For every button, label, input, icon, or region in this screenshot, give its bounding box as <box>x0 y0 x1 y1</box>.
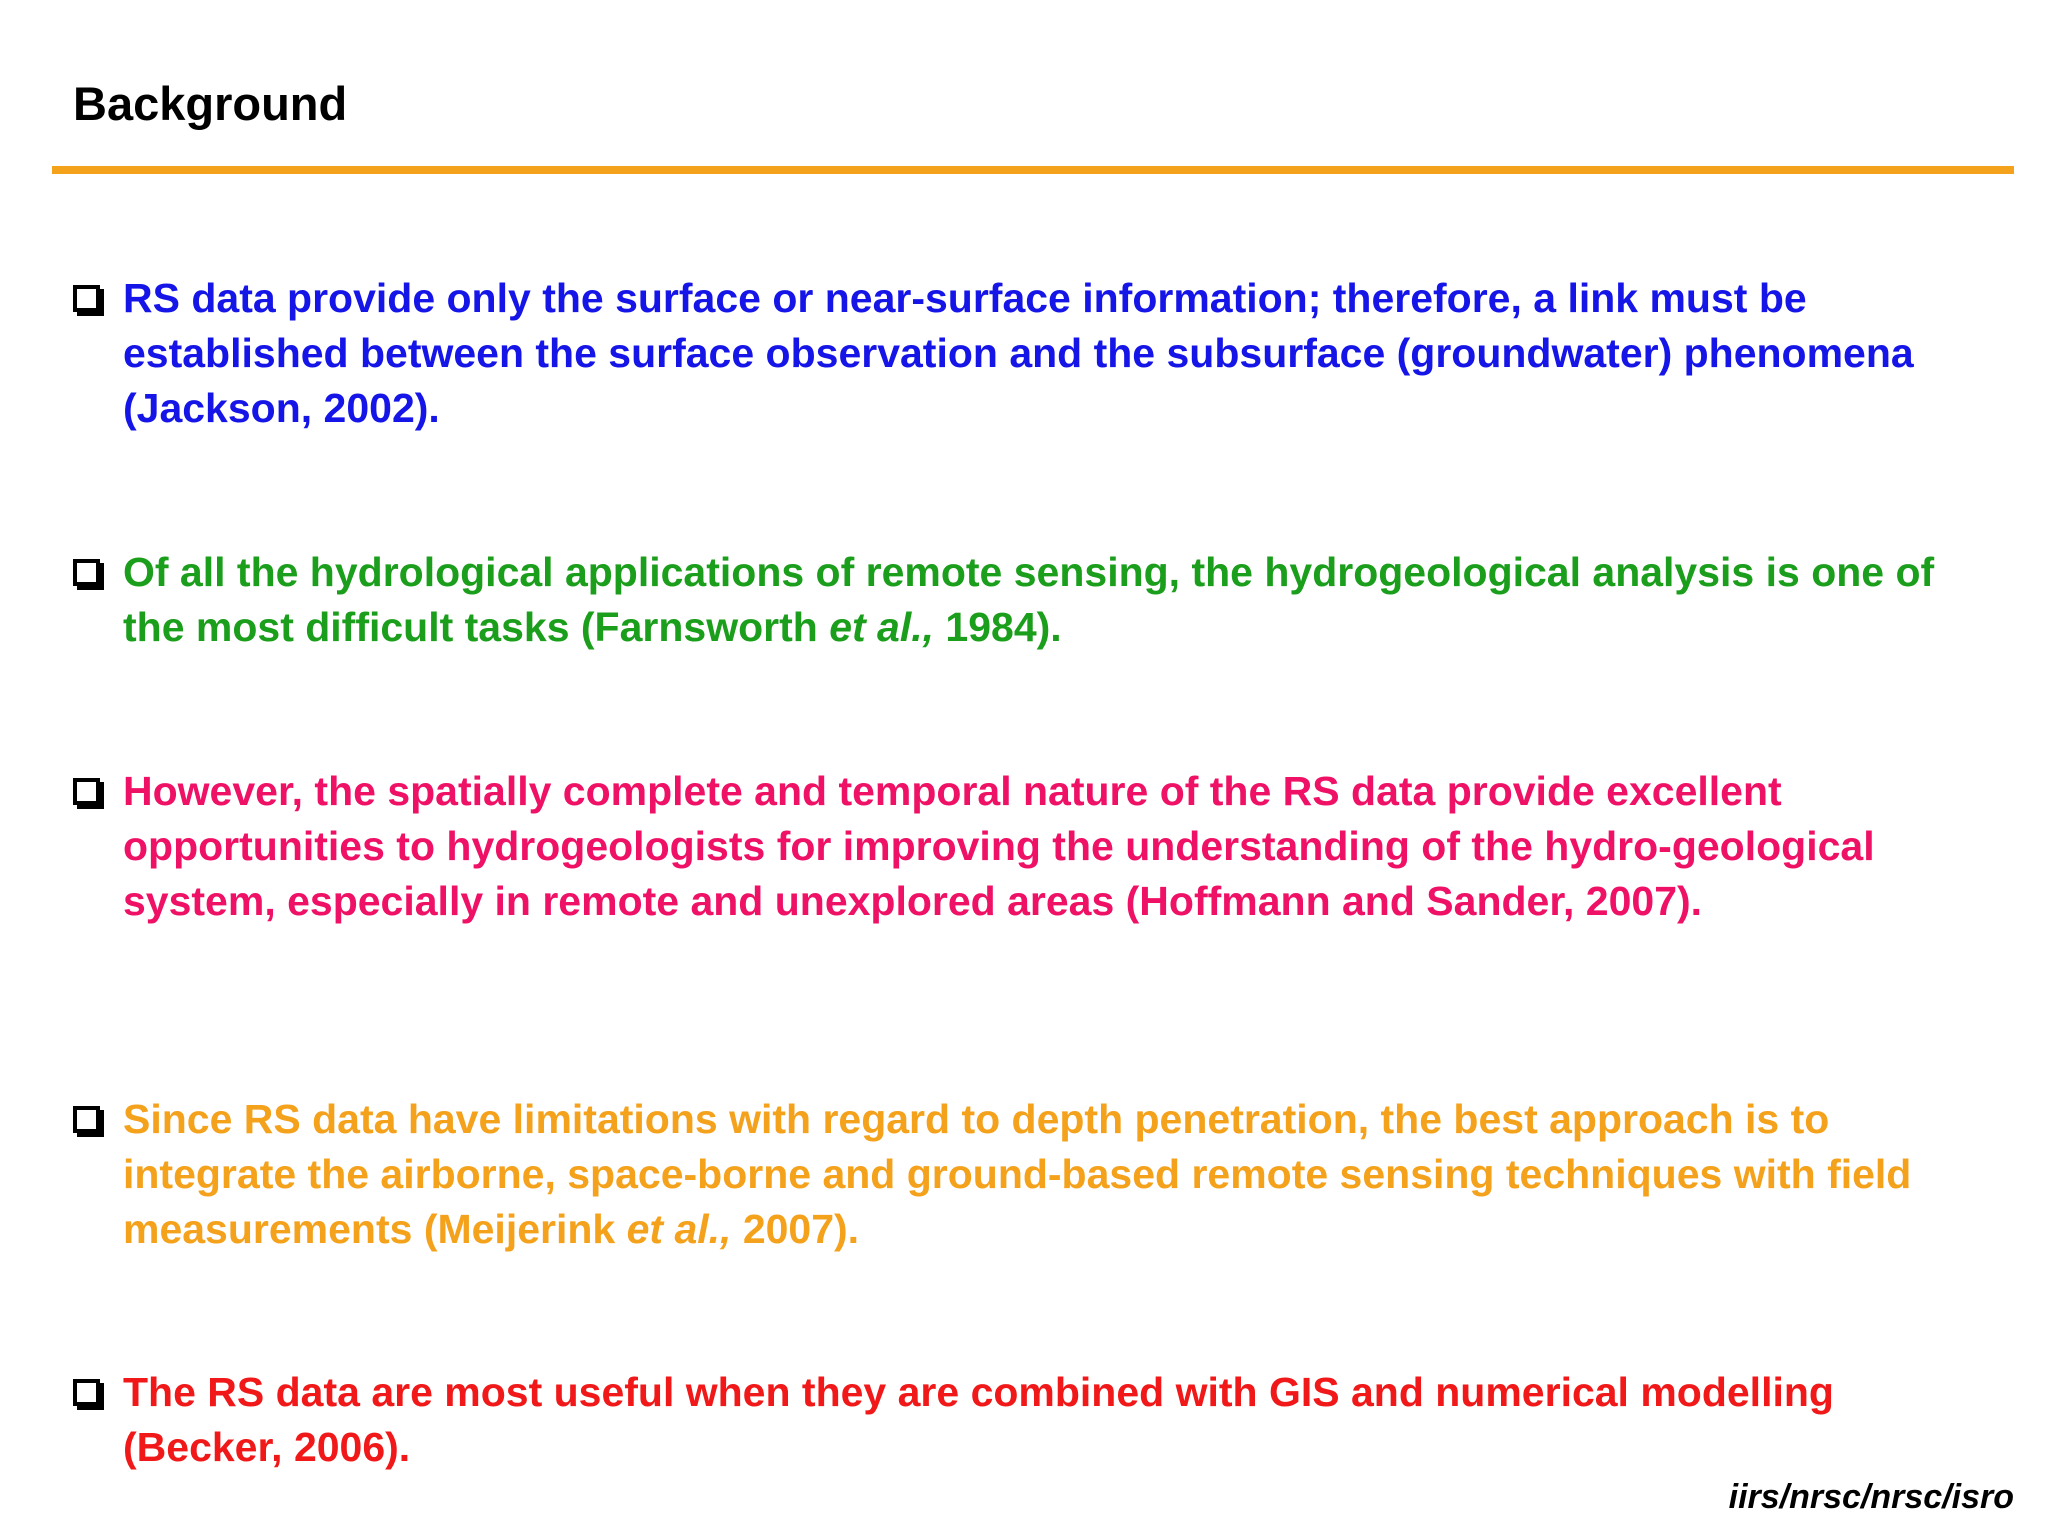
bullet-text: The RS data are most useful when they are combined with GIS and numerical modelling (Becker, 2006). <box>123 1369 1834 1470</box>
bullet-item-2 <box>73 545 2003 655</box>
slide-title: Background <box>73 77 348 130</box>
title-divider <box>52 166 2014 174</box>
checkbox-bullet-icon <box>73 559 100 586</box>
footer-credit: iirs/nrsc/nrsc/isro <box>1728 1478 2014 1516</box>
checkbox-bullet-icon <box>73 285 100 312</box>
bullet-text: Of all the hydrological applications of remote sensing, the hydrogeological analysis is one of the most difficult tasks (Farnsworth et al., 1984). <box>123 549 1935 650</box>
bullet-item-1 <box>73 271 2003 436</box>
bullet-item-4 <box>73 1092 2003 1257</box>
bullet-text: However, the spatially complete and temporal nature of the RS data provide excellent opportunities to hydrogeologists for improving the understanding of the hydro-geological system, especially in remote and unexplored areas (Hoffmann and Sander, 2007). <box>123 768 1875 924</box>
bullet-item-5 <box>73 1365 2003 1475</box>
checkbox-bullet-icon <box>73 1379 100 1406</box>
checkbox-bullet-icon <box>73 1106 100 1133</box>
checkbox-bullet-icon <box>73 778 100 805</box>
bullet-text: Since RS data have limitations with regard to depth penetration, the best approach is to integrate the airborne, space-borne and ground-based remote sensing techniques with field measurements (Meijerink et al., 2007). <box>123 1096 1912 1252</box>
bullet-item-3 <box>73 764 2003 929</box>
bullet-text: RS data provide only the surface or near-surface information; therefore, a link must be established between the surface observation and the subsurface (groundwater) phenomena (Jackson, 2002). <box>123 275 1914 431</box>
